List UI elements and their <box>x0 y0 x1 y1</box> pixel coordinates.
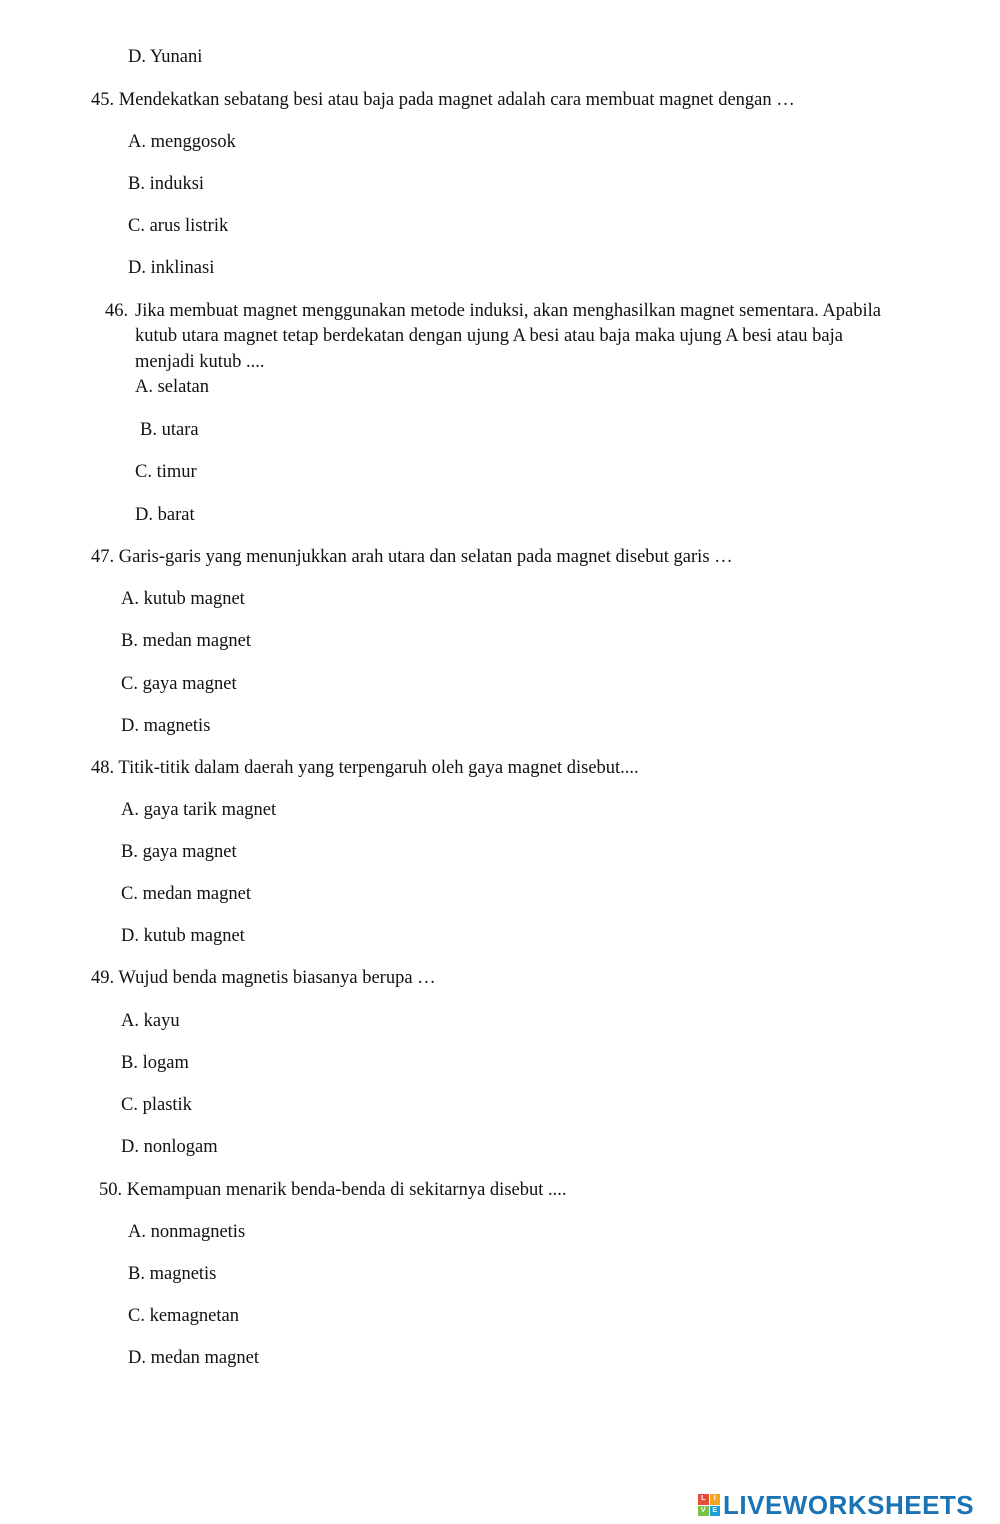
logo-mark-l: L <box>698 1494 709 1505</box>
q46-option-d[interactable]: D. barat <box>135 505 195 525</box>
question-number: 47. <box>91 547 115 567</box>
q47-option-b[interactable]: B. medan magnet <box>121 631 251 651</box>
q48-option-b[interactable]: B. gaya magnet <box>121 842 237 862</box>
q47-option-d[interactable]: D. magnetis <box>121 716 211 736</box>
q45-option-b[interactable]: B. induksi <box>128 174 205 194</box>
liveworksheets-logo[interactable] <box>698 1488 974 1522</box>
question-47 <box>91 545 733 569</box>
q47-option-c[interactable]: C. gaya magnet <box>121 674 237 694</box>
question-number: 45. <box>91 90 115 110</box>
question-text: Wujud benda magnetis biasanya berupa … <box>118 968 436 988</box>
question-45 <box>91 88 795 112</box>
q48-option-d[interactable]: D. kutub magnet <box>121 926 245 946</box>
question-49 <box>91 966 436 990</box>
q49-option-b[interactable]: B. logam <box>121 1053 189 1073</box>
logo-mark-v: V <box>698 1506 709 1517</box>
question-46-line-1: Jika membuat magnet menggunakan metode induksi, akan menghasilkan magnet sementara. Apabila <box>135 301 881 321</box>
q45-option-a[interactable]: A. menggosok <box>128 132 236 152</box>
logo-mark-i: I <box>710 1494 721 1505</box>
q50-option-c[interactable]: C. kemagnetan <box>128 1306 239 1326</box>
q49-option-c[interactable]: C. plastik <box>121 1095 192 1115</box>
question-text: Mendekatkan sebatang besi atau baja pada magnet adalah cara membuat magnet dengan … <box>118 90 795 110</box>
q46-option-b[interactable]: B. utara <box>140 420 199 440</box>
q47-option-a[interactable]: A. kutub magnet <box>121 589 245 609</box>
q49-option-d[interactable]: D. nonlogam <box>121 1137 218 1157</box>
question-number: 49. <box>91 968 115 988</box>
question-text: Titik-titik dalam daerah yang terpengaruh oleh gaya magnet disebut.... <box>118 758 639 778</box>
question-48 <box>91 756 639 780</box>
q49-option-a[interactable]: A. kayu <box>121 1011 180 1031</box>
q50-option-a[interactable]: A. nonmagnetis <box>128 1222 246 1242</box>
q50-option-d[interactable]: D. medan magnet <box>128 1348 259 1368</box>
q45-option-c[interactable]: C. arus listrik <box>128 216 229 236</box>
logo-mark-e: E <box>710 1506 721 1517</box>
q48-option-c[interactable]: C. medan magnet <box>121 884 251 904</box>
q45-option-d[interactable]: D. inklinasi <box>128 258 215 278</box>
question-text: Garis-garis yang menunjukkan arah utara dan selatan pada magnet disebut garis … <box>118 547 733 567</box>
q48-option-a[interactable]: A. gaya tarik magnet <box>121 800 277 820</box>
q50-option-b[interactable]: B. magnetis <box>128 1264 217 1284</box>
logo-text: LIVEWORKSHEETS <box>723 1489 975 1520</box>
previous-question-option-d: D. Yunani <box>128 47 203 67</box>
question-46-line-2: kutub utara magnet tetap berdekatan dengan ujung A besi atau baja maka ujung A besi atau baja <box>135 326 843 346</box>
q46-option-a[interactable]: A. selatan <box>135 377 209 397</box>
live-logo-icon <box>698 1494 720 1516</box>
question-text: Kemampuan menarik benda-benda di sekitarnya disebut .... <box>126 1180 567 1200</box>
question-46-line-3: menjadi kutub .... <box>135 352 265 372</box>
question-number: 50. <box>99 1180 123 1200</box>
question-50 <box>99 1178 567 1202</box>
question-number: 48. <box>91 758 115 778</box>
question-46-number: 46. <box>105 301 129 321</box>
q46-option-c[interactable]: C. timur <box>135 462 197 482</box>
